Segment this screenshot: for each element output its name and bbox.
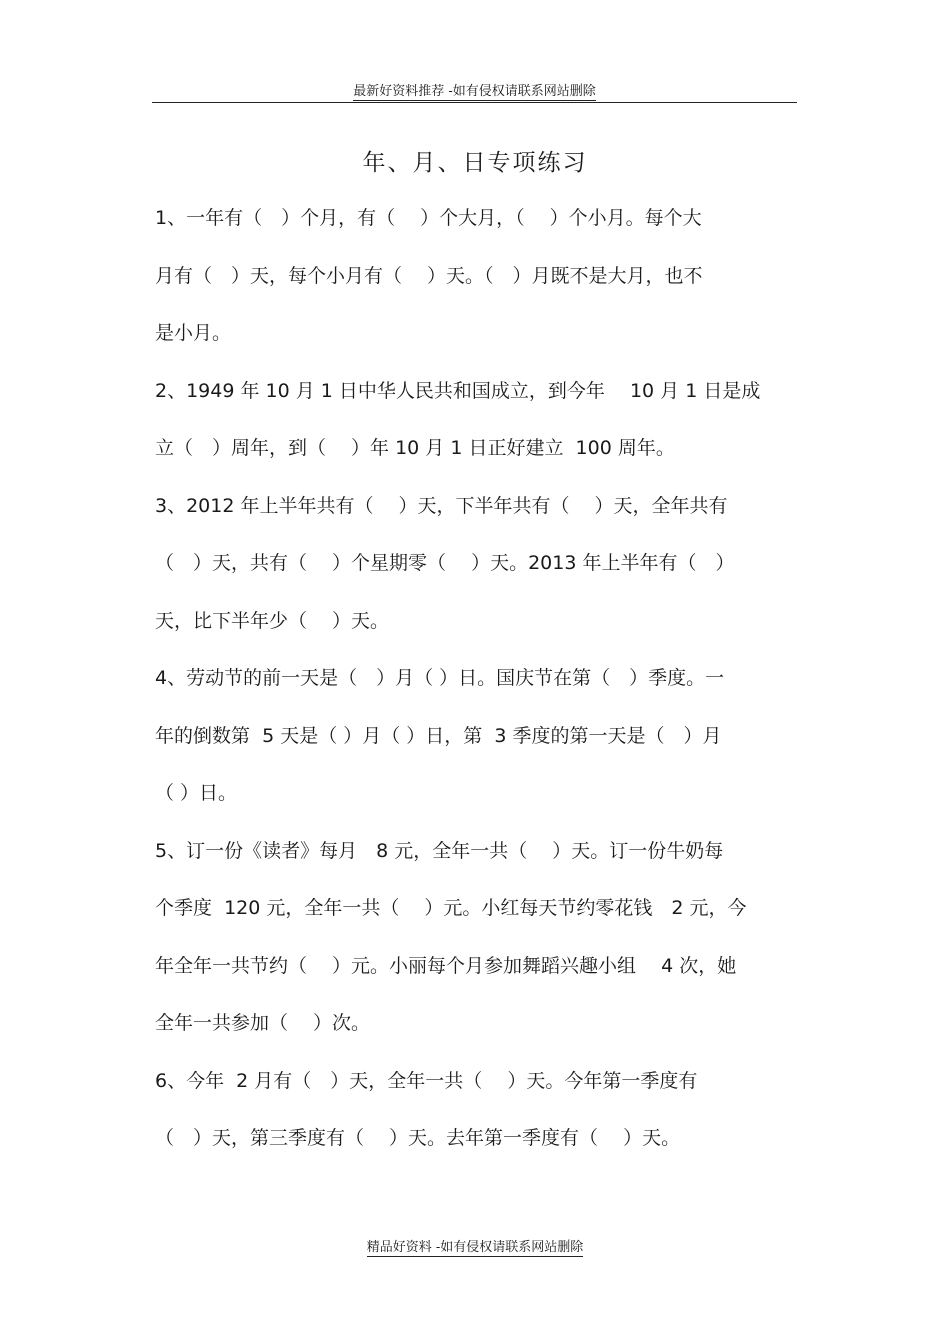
text-line: 个季度 120 元，全年一共（ ）元。小红每天节约零花钱 2 元，今 (155, 897, 747, 919)
text-line: 5、订一份《读者》每月 8 元，全年一共（ ）天。订一份牛奶每 (155, 839, 724, 862)
text-line: 1、一年有（ ）个月，有（ ）个大月，（ ）个小月。每个大 (155, 207, 702, 229)
footer-text: 精品好资料 -如有侵权请联系网站删除 (367, 1236, 584, 1257)
text-line: 年的倒数第 5 天是（ ）月（ ）日，第 3 季度的第一天是（ ）月 (155, 724, 722, 747)
text-line: 立（ ）周年，到（ ）年 10 月 1 日正好建立 100 周年。 (155, 437, 675, 459)
text-line: （ ）日。 (155, 782, 238, 804)
text-line: 天，比下半年少（ ）天。 (155, 609, 390, 632)
page-title: 年、月、日专项练习 (362, 150, 588, 176)
header-text: 最新好资料推荐 -如有侵权请联系网站删除 (353, 80, 596, 101)
page-header (152, 80, 797, 103)
text-line: 4、劳动节的前一天是（ ）月（ ）日。国庆节在第（ ）季度。一 (155, 667, 725, 689)
text-line: （ ）天，第三季度有（ ）天。去年第一季度有（ ）天。 (155, 1127, 681, 1149)
text-line: 2、1949 年 10 月 1 日中华人民共和国成立，到今年 10 月 1 日是成 (155, 379, 761, 402)
text-line: 3、2012 年上半年共有（ ）天，下半年共有（ ）天，全年共有 (155, 494, 728, 517)
text-line: 年全年一共节约（ ）元。小丽每个月参加舞蹈兴趣小组 4 次，她 (155, 954, 737, 977)
exercise-content (155, 197, 795, 1175)
text-line: 是小月。 (155, 322, 232, 344)
text-line: 月有（ ）天，每个小月有（ ）天。（ ）月既不是大月，也不 (155, 264, 703, 287)
page-footer (0, 1236, 950, 1257)
text-line: 6、今年 2 月有（ ）天，全年一共（ ）天。今年第一季度有 (155, 1069, 698, 1092)
text-line: 全年一共参加（ ）次。 (155, 1012, 371, 1034)
text-line: （ ）天，共有（ ）个星期零（ ）天。2013 年上半年有（ ） (155, 552, 735, 574)
